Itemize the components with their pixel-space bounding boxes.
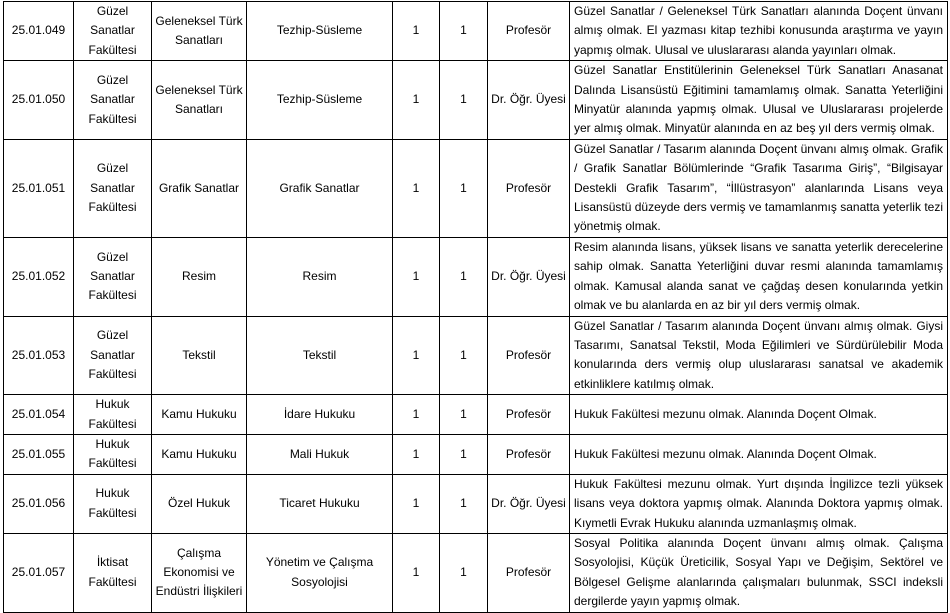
count-b-cell: 1 [440, 434, 488, 474]
faculty-cell: Güzel Sanatlar Fakültesi [74, 237, 152, 316]
department-cell: Çalışma Ekonomisi ve Endüstri İlişkileri [152, 533, 247, 612]
count-a-cell: 1 [393, 139, 440, 237]
title-cell: Profesör [488, 434, 570, 474]
title-cell: Dr. Öğr. Üyesi [488, 237, 570, 316]
requirements-cell: Güzel Sanatlar / Tasarım alanında Doçent ünvanı almış olmak. Grafik / Grafik Sanatlar Bölümlerinde “Grafik Tasarıma Giriş”, “Bilgisayar Destekli Grafik Tasarım”, “İllüstrasyon” alanlarında Lisans veya Lisansüstü düzeyde ders vermiş ve tamamlanmış sanatta yeterlik tezi yönetmiş olmak. [570, 139, 948, 237]
count-a-cell: 1 [393, 237, 440, 316]
position-code: 25.01.050 [4, 61, 74, 140]
requirements-cell: Sosyal Politika alanında Doçent ünvanı almış olmak. Çalışma Sosyolojisi, Küçük Üreticilik, Sosyal Yapı ve Değişim, Sektörel ve Bölgesel Gelişme alanlarında çalışmaları bulunmak, SSCI indeksli dergilerde yayın yapmış olmak. [570, 533, 948, 612]
title-cell: Profesör [488, 395, 570, 435]
requirements-cell: Güzel Sanatlar Enstitülerinin Geleneksel Türk Sanatları Anasanat Dalında Lisansüstü Eğitimini tamamlamış olmak. Sanatta Yeterliğini Minyatür alanında yapmış olmak. Ulusal ve Uluslararası projelerde yer almış olmak. Minyatür alanında en az beş yıl ders vermiş olmak. [570, 61, 948, 140]
position-code: 25.01.049 [4, 2, 74, 61]
table-row [4, 474, 948, 533]
table-row [4, 2, 948, 61]
program-cell: Yönetim ve Çalışma Sosyolojisi [247, 533, 393, 612]
count-a-cell: 1 [393, 316, 440, 395]
program-cell: Tekstil [247, 316, 393, 395]
table-row [4, 434, 948, 474]
position-code: 25.01.051 [4, 139, 74, 237]
position-code: 25.01.055 [4, 434, 74, 474]
department-cell: Kamu Hukuku [152, 395, 247, 435]
requirements-cell: Resim alanında lisans, yüksek lisans ve sanatta yeterlik derecelerine sahip olmak. Sanatta Yeterliğini duvar resmi alanında tamamlamış olmak. Kamusal alanda sanat ve çağdaş desen konularında yetkin olmak ve bu alanlarda en az bir yıl ders vermiş olmak. [570, 237, 948, 316]
requirements-cell: Hukuk Fakültesi mezunu olmak. Yurt dışında İngilizce tezli yüksek lisans veya doktora yapmış olmak. Alanında Doktora yapmış olmak. Kıymetli Evrak Hukuku alanında uzmanlaşmış olmak. [570, 474, 948, 533]
department-cell: Grafik Sanatlar [152, 139, 247, 237]
count-b-cell: 1 [440, 139, 488, 237]
faculty-cell: Güzel Sanatlar Fakültesi [74, 316, 152, 395]
program-cell: Tezhip-Süsleme [247, 61, 393, 140]
count-a-cell: 1 [393, 2, 440, 61]
position-code: 25.01.053 [4, 316, 74, 395]
program-cell: Mali Hukuk [247, 434, 393, 474]
program-cell: Grafik Sanatlar [247, 139, 393, 237]
count-b-cell: 1 [440, 395, 488, 435]
count-a-cell: 1 [393, 474, 440, 533]
requirements-cell: Güzel Sanatlar / Tasarım alanında Doçent ünvanı almış olmak. Giysi Tasarımı, Sanatsal Tekstil, Moda Eğilimleri ve Sürdürülebilir Moda konularında ders vermiş olup uluslararası sanatsal ve akademik etkinliklere katılmış olmak. [570, 316, 948, 395]
department-cell: Geleneksel Türk Sanatları [152, 2, 247, 61]
count-b-cell: 1 [440, 316, 488, 395]
title-cell: Profesör [488, 2, 570, 61]
count-b-cell: 1 [440, 533, 488, 612]
title-cell: Profesör [488, 533, 570, 612]
count-b-cell: 1 [440, 474, 488, 533]
department-cell: Resim [152, 237, 247, 316]
count-b-cell: 1 [440, 61, 488, 140]
faculty-cell: Güzel Sanatlar Fakültesi [74, 2, 152, 61]
positions-table [3, 1, 948, 613]
title-cell: Profesör [488, 139, 570, 237]
count-a-cell: 1 [393, 533, 440, 612]
title-cell: Dr. Öğr. Üyesi [488, 61, 570, 140]
count-a-cell: 1 [393, 61, 440, 140]
faculty-cell: Hukuk Fakültesi [74, 434, 152, 474]
position-code: 25.01.054 [4, 395, 74, 435]
department-cell: Geleneksel Türk Sanatları [152, 61, 247, 140]
position-code: 25.01.052 [4, 237, 74, 316]
faculty-cell: İktisat Fakültesi [74, 533, 152, 612]
faculty-cell: Hukuk Fakültesi [74, 474, 152, 533]
faculty-cell: Güzel Sanatlar Fakültesi [74, 61, 152, 140]
requirements-cell: Hukuk Fakültesi mezunu olmak. Alanında Doçent Olmak. [570, 395, 948, 435]
title-cell: Dr. Öğr. Üyesi [488, 474, 570, 533]
table-row [4, 139, 948, 237]
program-cell: Tezhip-Süsleme [247, 2, 393, 61]
faculty-cell: Hukuk Fakültesi [74, 395, 152, 435]
count-b-cell: 1 [440, 237, 488, 316]
title-cell: Profesör [488, 316, 570, 395]
department-cell: Kamu Hukuku [152, 434, 247, 474]
department-cell: Özel Hukuk [152, 474, 247, 533]
table-row [4, 533, 948, 612]
position-code: 25.01.057 [4, 533, 74, 612]
count-a-cell: 1 [393, 434, 440, 474]
requirements-cell: Hukuk Fakültesi mezunu olmak. Alanında Doçent Olmak. [570, 434, 948, 474]
department-cell: Tekstil [152, 316, 247, 395]
table-row [4, 395, 948, 435]
table-row [4, 237, 948, 316]
count-b-cell: 1 [440, 2, 488, 61]
table-row [4, 61, 948, 140]
faculty-cell: Güzel Sanatlar Fakültesi [74, 139, 152, 237]
position-code: 25.01.056 [4, 474, 74, 533]
count-a-cell: 1 [393, 395, 440, 435]
program-cell: Ticaret Hukuku [247, 474, 393, 533]
table-row [4, 316, 948, 395]
program-cell: Resim [247, 237, 393, 316]
table-body [4, 2, 948, 613]
requirements-cell: Güzel Sanatlar / Geleneksel Türk Sanatları alanında Doçent ünvanı almış olmak. El yazması kitap tezhibi konusunda araştırma ve yayın yapmış olmak. Ulusal ve uluslararası alanda yayınları olmak. [570, 2, 948, 61]
program-cell: İdare Hukuku [247, 395, 393, 435]
